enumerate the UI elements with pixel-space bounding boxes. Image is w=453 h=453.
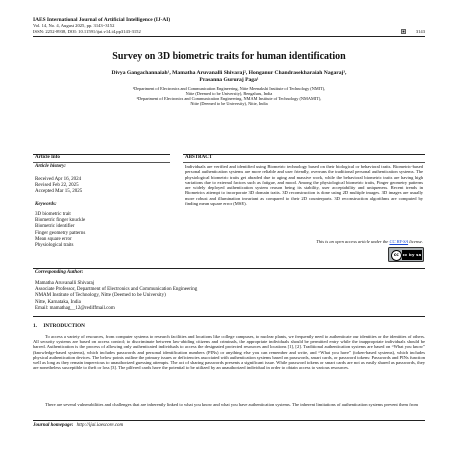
- corresponding-block: [35, 281, 197, 312]
- corresponding-institute: NMAM Institute of Technology, Nitte (Deemed to be University): [35, 293, 166, 299]
- abstract-text: Individuals are verified and identified using Biometric technology based on their biological or behavioral traits. Biometric-based personal authentication systems are more reliable and user friendly, overruns the traditional personal authentication systems. The physiological biometric traits get abraded due to aging and massive work, while the behavioral biometric traits are having high variations due to external factors such as fatigue, and mood. Among the physiological biometric traits, Finger geometry patterns are widely deployed authentication system reason being its stability, user acceptability and uniqueness. Recent trends in Biometrics attempt to incorporate 3D domain traits. 3D reconstruction is done using 2D multiple images. 3D images are usually more robust and illumination invariant as compared to their 2D counterparts. 3D reconstruction algorithms are computed by finding mean square error (MSE).: [185, 164, 423, 206]
- keyword-item: Finger geometry patterns: [35, 230, 86, 236]
- corresponding-position: Associate Professor, Department of Electronics and Communication Engineering: [35, 287, 198, 293]
- keyword-item: Physiological traits: [35, 243, 74, 249]
- journal-volume: Vol. 14, No. 4, August 2025, pp. 3143~3152: [33, 23, 115, 29]
- corresponding-name: Mamatha Aruvanalli Shivaraj: [35, 281, 95, 286]
- journal-issn: ISSN: 2252-8938, DOI: 10.11591/ijai.v14.i4.pp3143-3152: [33, 29, 141, 34]
- affiliation-line: ²Department of Electronics and Communication Engineering, NMAM Institute of Technology (NMAMIT),: [136, 96, 322, 102]
- affiliation-line: Nitte (Deemed to be University), Bengaluru, India: [185, 91, 273, 97]
- license-suffix: license.: [408, 239, 423, 244]
- authors-block: [33, 70, 425, 84]
- license-link[interactable]: CC BY-SA: [389, 239, 409, 244]
- history-revised: Revised Feb 22, 2025: [35, 183, 79, 189]
- introduction-heading: 1. INTRODUCTION: [33, 323, 85, 329]
- history-received: Received Apr 16, 2024: [35, 177, 82, 182]
- header-rule: [33, 36, 425, 37]
- page-number: 3143: [415, 29, 425, 34]
- authors-line-2: Prasanna Gururaj Paga¹: [199, 76, 259, 83]
- footer: [33, 423, 123, 429]
- introduction-paragraph-1: To access a variety of resources, from computer systems to research facilities and locations like college campuses, to nuclear plants, we frequently need to authenticate our identities or the identities of others. All security systems are based on access control; to discriminate between law-abiding citizens and criminals, the appropriate individuals should be permitted entry while the inappropriate individuals should be barred. Authentication is the process of allowing only authenticated individuals to access the designated protected resources and locations [1], [2]. Traditional authentication systems are based on “What you know” (knowledge-based systems), which includes passwords and personal identification numbers (PINs) or anything else you can remember and write, and “What you have” (token-based systems), which includes physical authentication devices. The below points outline the primary issues or deficiencies associated with authentication systems based on passwords, smart cards, or password tokens: Passwords and PINs function well as long as they remain impervious to unauthorized guessing attempts. The act of sharing passwords presents a significant issue. While password tokens or smart cards are not as easily shared as passwords, they are nonetheless susceptible to theft or loss [3]. The pilfered cards have the potential to be utilized by an unauthorized individual in order to obtain access to various resources.: [33, 334, 425, 371]
- cc-logo-icon: cc: [391, 250, 403, 262]
- authors-line-1: Divya Gangachannaiah¹, Mamatha Aruvanalli Shivaraj², Honganur Chandrasekharaiah Nagaraj³,: [111, 70, 347, 76]
- article-history-heading: Article history:: [35, 164, 66, 169]
- introduction-paragraph-2: There are several vulnerabilities and challenges that are inherently linked to what you know and what you have authentication systems. The inherent limitations of authentication systems prevent them from: [45, 402, 419, 407]
- article-info-heading: Article Info: [35, 155, 60, 160]
- footer-label: Journal homepage:: [33, 423, 74, 428]
- keyword-item: Biometric finger knuckle: [35, 218, 86, 224]
- corresponding-location: Nitte, Karnataka, India: [35, 299, 81, 305]
- license-line: [185, 239, 423, 244]
- keyword-item: Mean square error: [35, 236, 72, 242]
- article-info-sub-rule: [33, 162, 170, 163]
- cc-by-sa-badge[interactable]: [388, 247, 424, 262]
- corresponding-heading: Corresponding Author:: [35, 270, 84, 275]
- footer-rule: [33, 420, 425, 421]
- keywords-heading: Keywords:: [35, 202, 57, 207]
- journal-homepage-link[interactable]: http://ijai.iaescore.com: [76, 423, 124, 428]
- corresponding-bottom-rule: [33, 316, 425, 317]
- journal-header: [33, 17, 425, 35]
- keywords-list: [35, 212, 85, 249]
- document-icon: [401, 29, 406, 34]
- affiliation-line: Nitte (Deemed to be University), Nitte, India: [190, 101, 268, 107]
- corresponding-top-rule: [33, 268, 425, 269]
- keyword-item: Biometric identifier: [35, 224, 75, 230]
- license-prefix: This is an open access article under the: [316, 239, 390, 244]
- abstract-heading: ABSTRACT: [185, 155, 213, 160]
- page-number-group: [401, 29, 425, 35]
- history-accepted: Accepted Mar 15, 2025: [35, 189, 83, 195]
- journal-name: IAES International Journal of Artificial Intelligence (IJ-AI): [33, 17, 171, 23]
- affiliations-block: [33, 86, 425, 106]
- affiliation-line: ¹Department of Electronics and Communication Engineering, Nitte Meenakshi Institute of Technology (NMIT),: [132, 86, 326, 91]
- paper-title: Survey on 3D biometric traits for human identification: [112, 51, 346, 62]
- article-history-list: [35, 177, 82, 196]
- cc-badge-label: cc by sa: [402, 250, 422, 260]
- abstract-top-rule: [183, 154, 425, 155]
- abstract-sub-rule: [183, 162, 425, 163]
- corresponding-email[interactable]: Email: mamathag__12@rediffmail.com: [35, 305, 115, 311]
- keyword-item: 3D biometric trait: [35, 212, 71, 217]
